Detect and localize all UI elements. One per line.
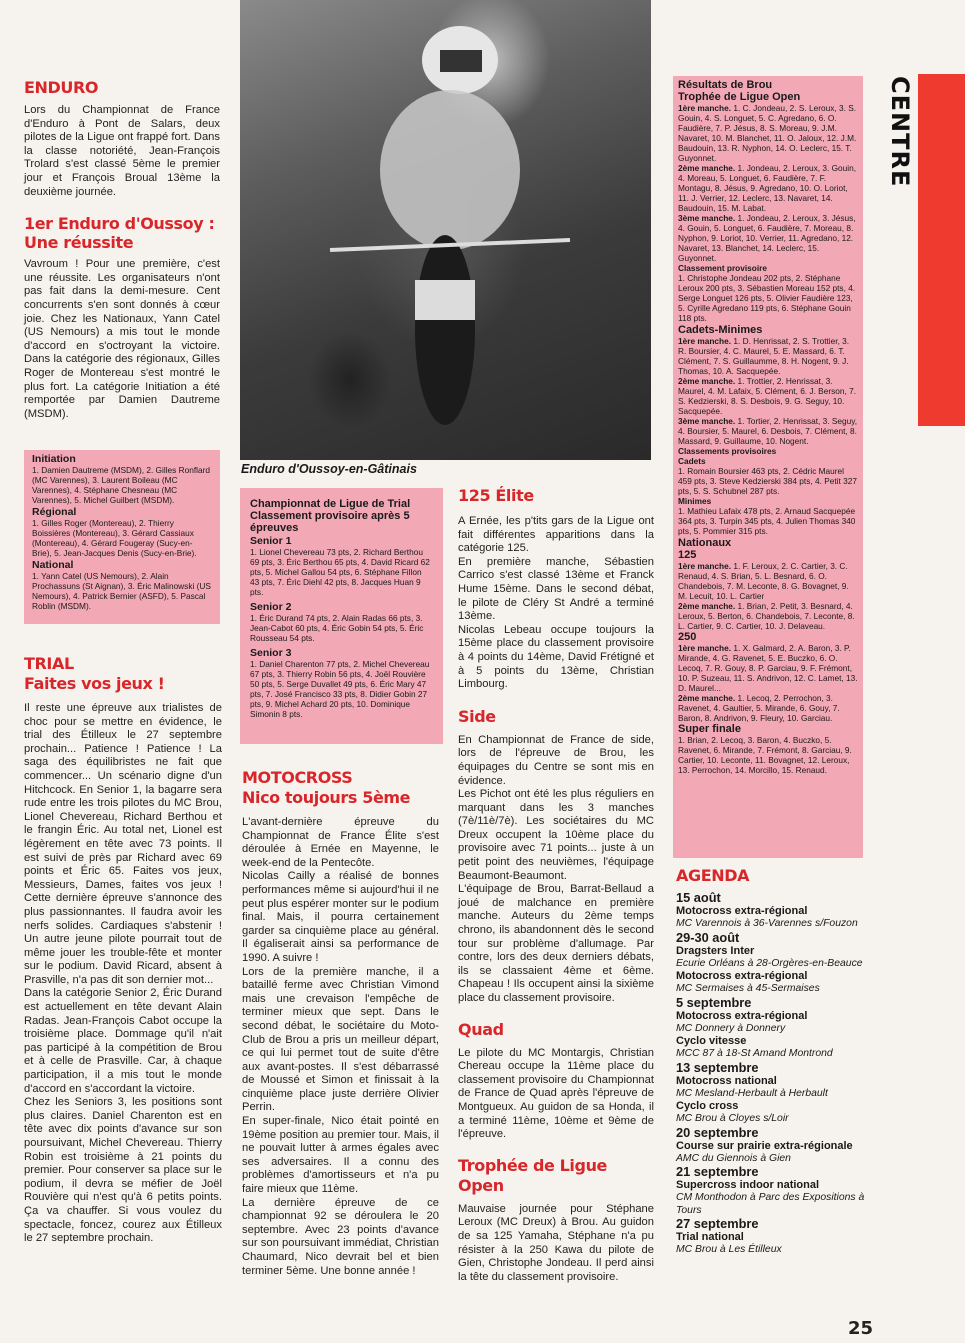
n125-manche1-results: 1. F. Leroux, 2. C. Cartier, 3. C. Renaud, 4. S. Brian, 5. L. Besnard, 6. O. Chandebois, 7. M. Leconte, 8. G. Bovagnet, 9. M. Lecuit, 10. L. Cartier <box>678 561 849 601</box>
senior3-results: 1. Daniel Charenton 77 pts, 2. Michel Chevereau 67 pts, 3. Thierry Robin 56 pts, 4. Joël Rouvière 50 pts, 5. Serge Duvallet 49 pts, 6. Éric Mary 47 pts, 7. José Francisco 33 pts, 8. Didier Gobin 27 pts, 9. Michel Achard 20 pts, 10. Dominique Simonin 8 pts. <box>250 659 430 719</box>
enduro-sub2: Une réussite <box>24 233 134 253</box>
region-sidebar <box>918 74 965 426</box>
agenda-place: MCC 87 à 18-St Amand Montrond <box>676 1048 833 1059</box>
trial-paragraph-2: Dans la catégorie Senior 2, Éric Durand est actuellement en tête devant Alain Radas. Jean-François Cabot occupe la troisième place. Dommage qu'il n'ait pas participé à la compétition de Brou et à celle de Prasville. Car, à chaque participation, il a mis tout le monde d'accord en s'accordant la victoire. <box>24 987 222 1095</box>
quad-heading: Quad <box>458 1019 504 1039</box>
agenda-event: Motocross extra-régional <box>676 970 808 982</box>
photo-caption: Enduro d'Oussoy-en-Gâtinais <box>241 462 417 476</box>
senior2-heading: Senior 2 <box>250 601 292 613</box>
side-heading: Side <box>458 706 496 726</box>
n250-manche1-results: 1. X. Galmard, 2. A. Baron, 3. P. Mirande, 4. G. Ravenet, 5. E. Buczko, 6. O. Lecoq, 7. R. Gouy, 8. P. Garciau, 9. F. Frémont, 10. P. Suzeau, 11. S. Andrivon, 12. C. Lamet, 13. D. Maurel... <box>678 643 858 693</box>
region-sidebar-label: CENTRE <box>886 76 914 188</box>
cadets-manche1-results: 1. D. Henrissat, 2. S. Trottier, 3. R. Boursier, 4. C. Maurel, 5. E. Massard, 6. T. Clément, 7. S. Guillaumme, 8. H. Nogent, 9. J. Thomas, 10. A. Sacquepée. <box>678 336 850 376</box>
motocross-paragraph-1: L'avant-dernière épreuve du Championnat de France Élite s'est déroulée à Ernée en Mayenne, le week-end de la Pentecôte. <box>242 816 439 869</box>
elite-paragraph-2: En première manche, Sébastien Carrico s'est classé 13ème et Franck Hume 15ème. Dans le second débat, le pilote de Cléry St André a terminé 13ème. <box>458 555 654 623</box>
agenda-place: Ecurie Orléans à 28-Orgères-en-Beauce <box>676 957 863 969</box>
agenda-event: Cyclo vitesse <box>676 1035 747 1047</box>
n125-manche2-label: 2ème manche. <box>678 601 736 611</box>
agenda-event: Course sur prairie extra-régionale <box>676 1139 853 1152</box>
cadets-manche2-results: 1. Trottier, 2. Henrissat, 3. Maurel, 4. M. Lafaix, 5. Clément, 6. J. Berson, 7. S. Kedzierski, 8. S. Desbois, 9. G. Seguy, 10. Sacquepée. <box>678 376 856 416</box>
class-125-heading: 125 <box>678 549 697 561</box>
manche3-results: 1. Jondeau, 2. Leroux, 3. Jésus, 4. Gouin, 5. Longuet, 6. Faudière, 7. Moreau, 8. Nyphon, 9. Loriot, 10. Verrier, 11. Agredano, 12. Navaret, 13. Blanchet, 14. Leclerc, 15. Guyonnet. <box>678 213 856 263</box>
agenda-date: 29-30 août <box>676 929 740 945</box>
cadets-label: Cadets <box>678 456 706 466</box>
senior1-heading: Senior 1 <box>250 535 292 547</box>
agenda-event: Supercross indoor national <box>676 1179 820 1191</box>
n250-manche2-results: 1. Lecoq, 2. Perrochon, 3. Ravenet, 4. Gaultier, 5. Mirande, 6. Gouy, 7. Baron, 8. Andrivon, 9. Fleury, 10. Garciau. <box>678 693 840 723</box>
agenda-date: 27 septembre <box>676 1216 759 1231</box>
agenda-place: MC Sermaises à 45-Sermaises <box>676 983 820 994</box>
trial-results-box <box>240 488 443 744</box>
agenda-place: MC Brou à Les Étilleux <box>676 1244 782 1255</box>
n250-manche1-label: 1ère manche. <box>678 643 732 653</box>
trial-box-subtitle: Classement provisoire après 5 épreuves <box>250 510 410 534</box>
agenda-date: 21 septembre <box>676 1164 759 1179</box>
super-finale-results: 1. Brian, 2. Lecoq, 3. Baron, 4. Buczko, 5. Ravenet, 6. Mirande, 7. Frémont, 8. Garciau, 9. Cartier, 10. Leconte, 11. Bovagnet, 12. Leroux, 13. Perrochon, 14. Morcillo, 15. Renaud. <box>678 735 852 775</box>
enduro-sub1: 1er Enduro d'Oussoy : <box>24 214 215 234</box>
enduro-photo <box>240 0 651 460</box>
agenda-event: Motocross extra-régional <box>676 1009 808 1022</box>
elite-section <box>458 486 654 1284</box>
cadets-manche3-results: 1. Tortier, 2. Henrissat, 3. Seguy, 4. Boursier, 5. Maurel, 6. Desbois, 7. Clément, 8. Massard, 9. Guillaume, 10. Nogent. <box>678 416 858 446</box>
motorbike-rider-image <box>240 0 651 460</box>
initiation-results: 1. Damien Dautreme (MSDM), 2. Gilles Ronflard (MC Varennes), 3. Laurent Boileau (MC Varennes), 4. Stéphane Chesneau (MC Varennes), 5. Michel Guilbert (MSDM). <box>32 465 210 505</box>
senior3-heading: Senior 3 <box>250 647 292 659</box>
cadets-manche2-label: 2ème manche. <box>678 376 736 386</box>
page-number: 25 <box>848 1318 874 1339</box>
regional-results: 1. Gilles Roger (Montereau), 2. Thierry Boissières (Montereau), 3. Gérard Cassiaux (Montereau), 4. Gérard Fougeray (Sucy-en-Brie), 5. Jean-Jacques Denis (Sucy-en-Brie). <box>32 518 197 558</box>
agenda-event: Trial national <box>676 1231 744 1243</box>
class-250-heading: 250 <box>678 631 697 643</box>
quad-paragraph: Le pilote du MC Montargis, Christian Chereau occupe la 11ème place du classement provisoire du Championnat de France de Quad après l'épreuve de Montgueux. Au guidon de sa Honda, il a terminé 11ème, 10ème et 9ème de l'épreuve. <box>458 1046 654 1141</box>
regional-heading: Régional <box>32 506 77 518</box>
n250-manche2-label: 2ème manche. <box>678 693 736 703</box>
manche3-label: 3ème manche. <box>678 213 736 223</box>
provisoire-results: 1. Christophe Jondeau 202 pts, 2. Stéphane Leroux 200 pts, 3. Sébastien Moreau 152 pts, 4. Serge Longuet 126 pts, 5. Olivier Faudière 123, 5. Cyrille Agredano 119 pts, 6. Stéphane Gouin 118 pts. <box>678 273 856 323</box>
initiation-heading: Initiation <box>32 453 76 465</box>
agenda-place: MC Mesland-Herbault à Herbault <box>676 1087 828 1099</box>
trial-box-title: Championnat de Ligue de Trial <box>250 498 411 510</box>
n125-manche1-label: 1ère manche. <box>678 561 732 571</box>
enduro-body: Vavroum ! Pour une première, c'est une réussite. Les organisateurs n'ont pas fait dans la demi-mesure. Cent concurrents s'en sont donnés à cœur joie. Chez les Nationaux, Yann Catel (US Nemours) a mis tout le monde d'accord en s'octroyant la victoire. Dans la catégorie des régionaux, Gilles Roger de Montereau s'est montré le plus fort. La catégorie Initiation a été remportée par Damien Dautreme (MSDM). <box>24 258 220 420</box>
agenda-place: CM Monthodon à Parc des Expositions à Tours <box>676 1192 865 1216</box>
manche2-label: 2ème manche. <box>678 163 736 173</box>
agenda-place: MC Brou à Cloyes s/Loir <box>676 1113 789 1124</box>
national-heading: National <box>32 559 74 571</box>
agenda-place: AMC du Giennois à Gien <box>676 1152 791 1164</box>
agenda-event: Cyclo cross <box>676 1100 739 1112</box>
agenda-date: 5 septembre <box>676 994 752 1010</box>
brou-results-box <box>673 76 863 858</box>
trial-section <box>24 654 222 1246</box>
motocross-section <box>242 768 439 1278</box>
motocross-heading: MOTOCROSS <box>242 768 353 787</box>
enduro-results-box <box>24 450 220 624</box>
cadets-minimes-heading: Cadets-Minimes <box>678 324 763 336</box>
side-paragraph-2: Les Pichot ont été les plus réguliers en marquant dans les 3 manches (7è/11è/7è). Les sociétaires du MC Dreux occupent la 10ème place du provisoire avec 71 points... juste à un petit point des neuvièmes, l'équipage Beaumont-Beaumont. <box>458 788 654 882</box>
agenda-date: 13 septembre <box>676 1059 759 1075</box>
agenda-event: Motocross extra-régional <box>676 905 808 917</box>
brou-title: Résultats de Brou <box>678 79 773 91</box>
side-paragraph-1: En Championnat de France de side, lors de l'épreuve de Brou, les équipages du Centre se sont mis en évidence. <box>458 733 654 787</box>
agenda-date: 15 août <box>676 890 721 905</box>
manche2-results: 1. Jondeau, 2. Leroux, 3. Gouin, 4. Moreau, 5. Longuet, 6. Faudière, 7. F. Montagu, 8. Jésus, 9. Agredano, 10. O. Loriot, 11. J. Verrier, 12. Leclerc, 13. Navaret, 14. Baudouin, 15. M. Labat. <box>678 163 857 213</box>
nationaux-heading: Nationaux <box>678 537 732 549</box>
motocross-paragraph-5: La dernière épreuve de ce championnat 92 se déroulera le 20 septembre. Avec 23 points d'avance sur son poursuivant immédiat, Christian Chaumard, Nico devrait bel et bien terminer 5ème. Une bonne année ! <box>242 1196 439 1277</box>
agenda-event: Dragsters Inter <box>676 944 755 957</box>
cadets-manche1-label: 1ère manche. <box>678 336 732 346</box>
side-paragraph-3: L'équipage de Brou, Barrat-Bellaud a joué de malchance en première manche. Auteurs du 2ème temps chrono, ils abandonnent dès le second tour sur problème d'allumage. Par contre, lors des deux derniers débats, ils se classaient 4ème et 6ème. Chapeau ! Ils occupent ainsi la sixième place du classement provisoire. <box>458 883 654 1004</box>
agenda-place: MC Donnery à Donnery <box>676 1022 786 1034</box>
senior2-results: 1. Éric Durand 74 pts, 2. Alain Radas 66 pts, 3. Jean-Cabot 60 pts, 4. Éric Gobin 54 pts, 5. Éric Rousseau 54 pts. <box>250 613 424 643</box>
n125-manche2-results: 1. Brian, 2. Petit, 3. Besnard, 4. Leroux, 5. Berton, 6. Chandebois, 7. Leconte, 8. L. Cartier, 9. C. Cartier, 10. J. Delaveau. <box>678 601 855 631</box>
senior1-results: 1. Lionel Chevereau 73 pts, 2. Richard Berthou 69 pts, 3. Éric Berthou 65 pts, 4. David Ricard 62 pts, 5. Michel Gallou 54 pts, 6. Stéphane Fillon 43 pts, 7. Éric Diehl 42 pts, 8. Jacques Huan 9 pts. <box>250 547 430 597</box>
trial-paragraph-3: Chez les Seniors 3, les positions sont plus claires. Daniel Charenton est en tête avec dix points d'avance sur son poursuivant, Michel Chevereau. Thierry Robin est troisième à 21 points du premier. Pour conserver sa place sur le podium, il devra se méfier de Joël Rouvière qui n'est qu'à 6 petits points. Ça va chauffer. Si vous voulez du spectacle, foncez, courez aux Étilleux le 27 septembre prochain. <box>24 1096 222 1245</box>
trial-heading: TRIAL <box>24 654 74 673</box>
motocross-paragraph-4: En super-finale, Nico était pointé en 19ème position au premier tour. Mais, il ne pouvait lutter à armes égales avec ses adversaires. Il a connu des problèmes d'amortisseurs et n'a pu faire mieux que 11ème. <box>242 1115 439 1196</box>
elite-paragraph-3: Nicolas Lebeau occupe toujours la 15ème place du classement provisoire à 4 points du 14ème, David Frétigné et à 5 points du 13ème, Christian Limbourg. <box>458 623 654 691</box>
elite-heading: 125 Élite <box>458 486 534 505</box>
cadets-standings: 1. Romain Boursier 463 pts, 2. Cédric Maurel 459 pts, 3. Steve Kedzierski 384 pts, 4. Petit 327 pts, 5. S. Schubnel 287 pts. <box>678 466 857 496</box>
national-results: 1. Yann Catel (US Nemours), 2. Alain Prochassuns (St Aignan), 3. Éric Malinowski (US Nemours), 4. Patrick Bernier (ASFD), 5. Pascal Roblin (MSDM). <box>32 571 211 611</box>
cadets-manche3-label: 3ème manche. <box>678 416 736 426</box>
trial-subheading: Faites vos jeux ! <box>24 674 165 693</box>
enduro-intro: Lors du Championnat de France d'Enduro à Pont de Salars, deux pilotes de la Ligue ont frappé fort. Dans la classe notoriété, Jean-François Trolard s'est classé 5ème le premier jour et François Broual 13ème la deuxième journée. <box>24 104 220 198</box>
agenda-section <box>676 866 866 1257</box>
minimes-label: Minimes <box>678 496 712 506</box>
trophee-paragraph: Mauvaise journée pour Stéphane Leroux (MC Dreux) à Brou. Au guidon de sa 125 Yamaha, Stéphane n'a pu résister à la 250 Kawa du pilote de Gien, Christophe Jondeau. Il perd ainsi la tête du classement provisoire. <box>458 1202 654 1283</box>
agenda-event: Motocross national <box>676 1074 777 1087</box>
motocross-subheading: Nico toujours 5ème <box>242 788 411 807</box>
provisoire-label: Classement provisoire <box>678 263 767 273</box>
motocross-paragraph-3: Lors de la première manche, il a bataillé ferme avec Christian Vimond mais une crevaison l'empêche de terminer mieux que sept. Dans le second débat, le sociétaire du Moto-Club de Brou a pris un meilleur départ, ce qui lui permet tout de suite d'être aux avant-postes. Il s'est débarrassé de Moussé et Simon et finissait à la cinquième place juste derrière Olivier Perrin. <box>242 965 439 1114</box>
trophee-heading: Trophée de Ligue Open <box>458 1155 608 1195</box>
trial-paragraph-1: Il reste une épreuve aux trialistes de choc pour se mettre en évidence, le trial des Étilleux le 27 septembre prochain... Patience ! Patience ! La saga des équilibristes ne fait que commencer... Un scénario digne d'un Hitchcock. En Senior 1, la bagarre sera rude entre les trois pilotes du MC Brou, Lionel Chevereau, Richard Berthou et le frangin Éric. Au total net, Lionel est légèrement en tête avec 73 points. Il est suivi de près par Richard avec 69 points et Éric 65. Faites vos jeux, Messieurs, Dames, faites vos jeux ! Cette dernière épreuve s'annonce des plus passionnantes. Il faudra avoir les nerfs solides. Cardiaques s'abstenir ! Un autre jeune pilote pourrait tout de même jouer les trouble-fête et monter sur le podium. David Ricard, absent à Prasville, n'a pas dit son dernier mot... <box>24 702 222 986</box>
enduro-section <box>24 78 220 421</box>
agenda-date: 20 septembre <box>676 1124 759 1140</box>
classements-provisoires-label: Classements provisoires <box>678 446 777 456</box>
elite-paragraph-1: A Ernée, les p'tits gars de la Ligue ont fait différentes apparitions dans la catégorie 125. <box>458 515 654 555</box>
manche1-label: 1ère manche. <box>678 103 732 113</box>
agenda-list <box>676 891 866 1257</box>
agenda-place: MC Varennois à 36-Varennes s/Fouzon <box>676 918 858 929</box>
agenda-heading: AGENDA <box>676 866 750 885</box>
trophee-open-title: Trophée de Ligue Open <box>678 91 801 103</box>
enduro-heading: ENDURO <box>24 78 99 97</box>
motocross-paragraph-2: Nicolas Cailly a réalisé de bonnes performances même si aujourd'hui il ne peut plus espérer monter sur le podium final. Mais, il pourra certainement garder sa cinquième place au général. Il égaliserait ainsi sa performance de 1990. A suivre ! <box>242 870 439 964</box>
super-finale-heading: Super finale <box>678 723 741 735</box>
manche1-results: 1. C. Jondeau, 2. S. Leroux, 3. S. Gouin, 4. S. Longuet, 5. C. Agredano, 6. O. Faudière, 7. P. Jésus, 8. S. Moreau, 9. J.M. Navaret, 10. M. Blanchet, 11. O. Jaloux, 12. J.M. Baudouin, 13. R. Nyphon, 14. O. Leclerc, 15. T. Guyonnet. <box>678 103 857 163</box>
minimes-standings: 1. Mathieu Lafaix 478 pts, 2. Arnaud Sacquepée 364 pts, 3. Turpin 345 pts, 4. Julien Thomas 340 pts, 5. Pommier 315 pts. <box>678 506 856 536</box>
